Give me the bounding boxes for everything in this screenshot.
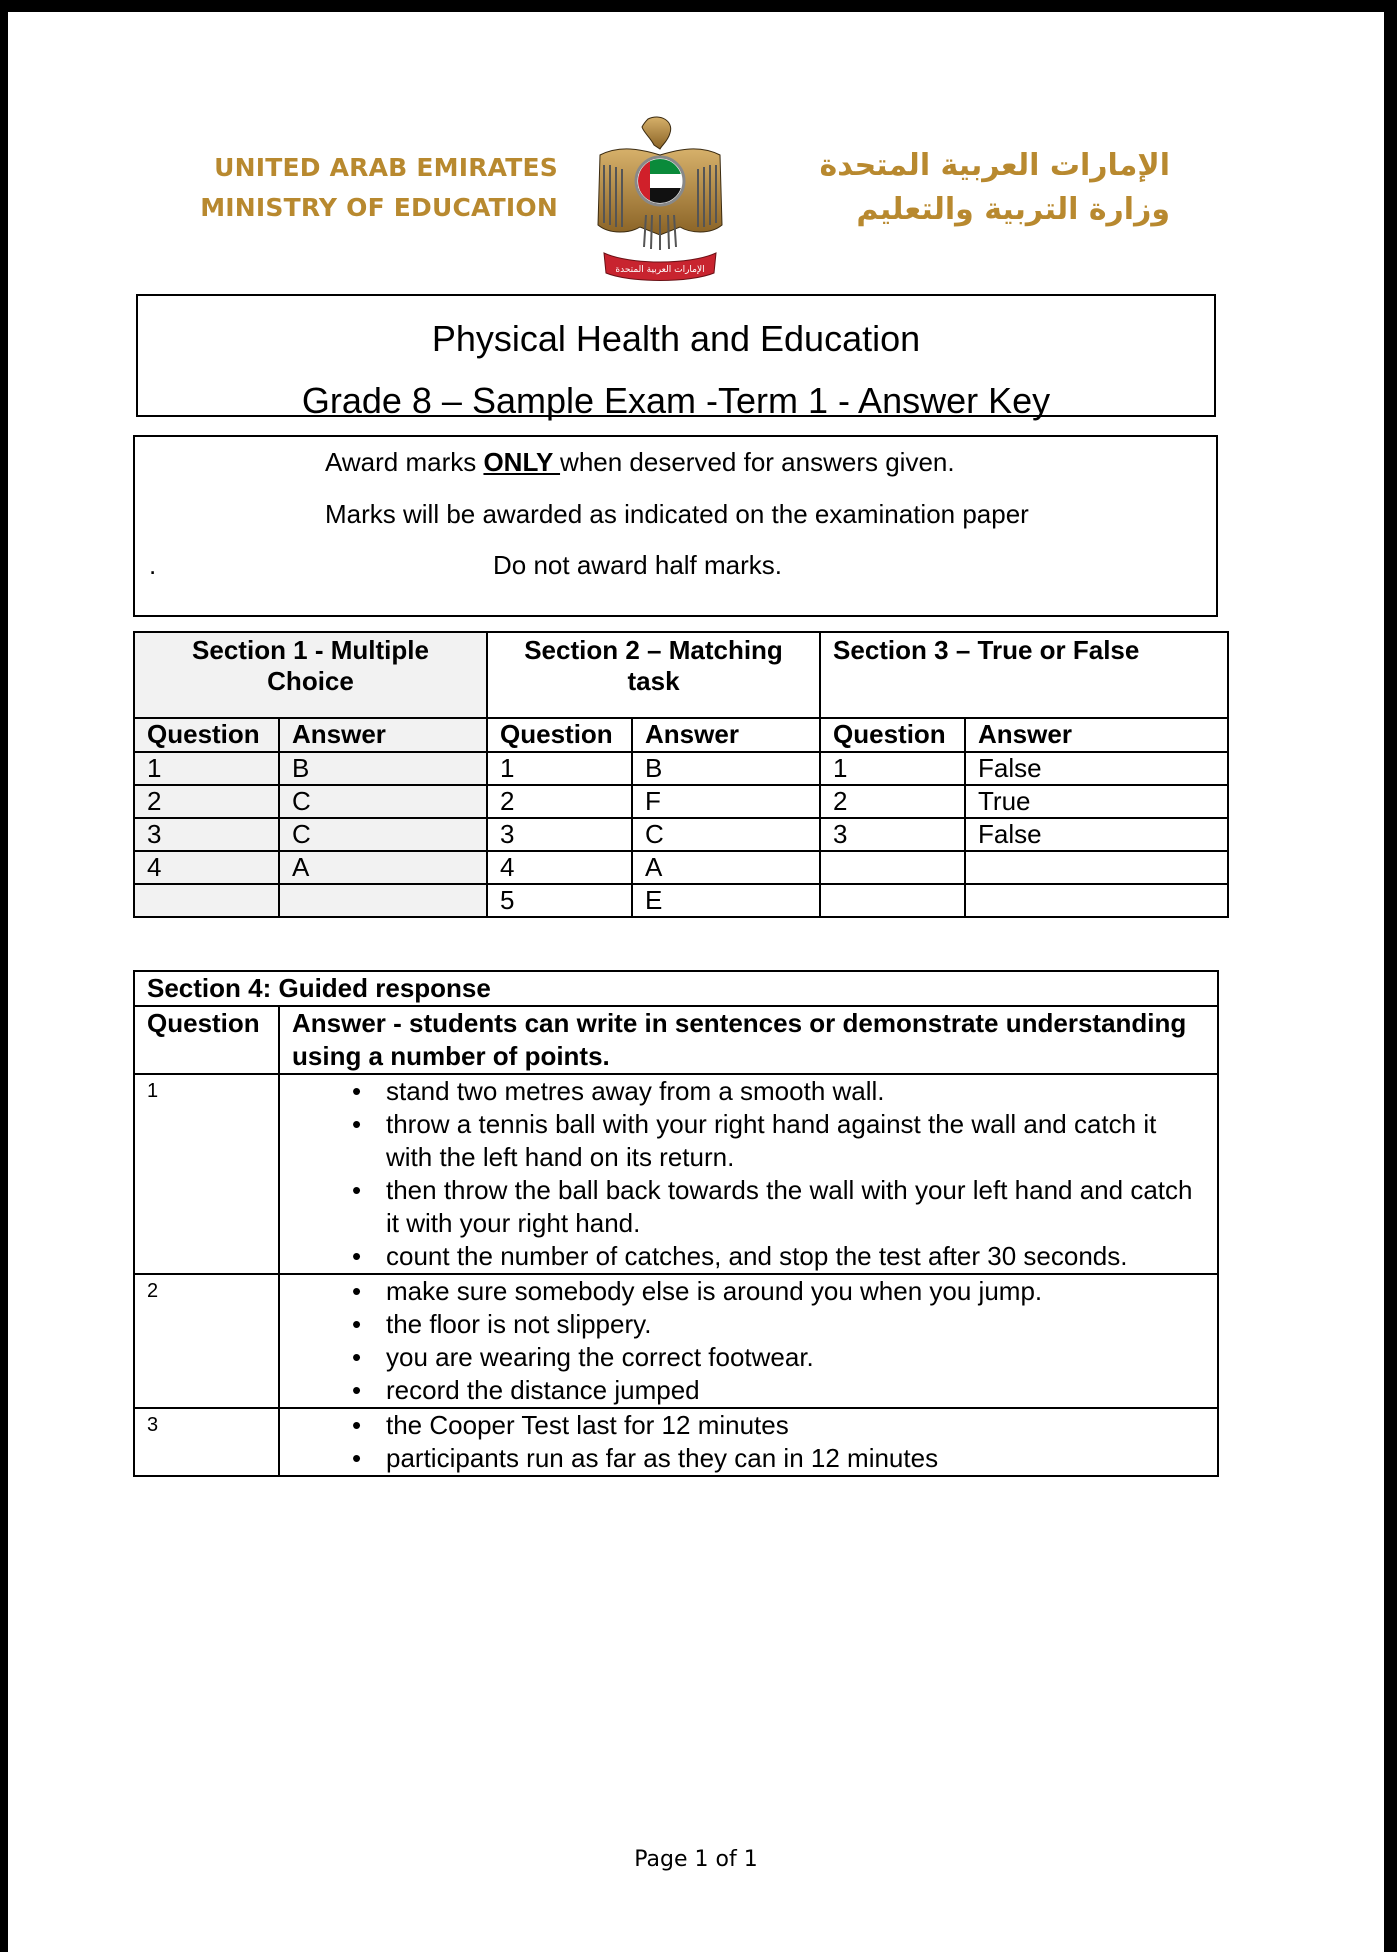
- answer-point-text: make sure somebody else is around you when you jump.: [386, 1276, 1043, 1306]
- table-cell: 1: [134, 752, 279, 785]
- guided-response-row: [134, 1408, 1218, 1476]
- page-number: Page 1 of 1: [634, 1847, 758, 1872]
- section-4-header-row: [134, 1006, 1218, 1074]
- table-cell: 3: [134, 818, 279, 851]
- english-line-1: UNITED ARAB EMIRATES: [214, 153, 558, 182]
- table-row: [134, 851, 1228, 884]
- question-number: 3: [134, 1408, 279, 1476]
- answer-header: Answer - students can write in sentences or demonstrate understanding using a number of points.: [279, 1006, 1218, 1074]
- answer-point-text: the floor is not slippery.: [386, 1309, 652, 1339]
- table-cell: F: [632, 785, 820, 818]
- instruction-line-3: Do not award half marks.: [493, 550, 783, 580]
- document-page: [8, 12, 1384, 1952]
- instruction-dot: .: [149, 550, 157, 580]
- answer-point: [352, 1341, 1205, 1374]
- table-cell: 2: [134, 785, 279, 818]
- section-4-title-row: [134, 971, 1218, 1006]
- table-cell: C: [632, 818, 820, 851]
- title-box: [136, 294, 1216, 421]
- table-cell: True: [965, 785, 1228, 818]
- table-cell: [279, 884, 487, 917]
- bullet-icon: •: [352, 1410, 362, 1440]
- table-cell: C: [279, 818, 487, 851]
- question-header: Question: [134, 1006, 279, 1074]
- answer-point: [352, 1108, 1205, 1174]
- table-row: [134, 752, 1228, 785]
- table-cell: [965, 884, 1228, 917]
- instruction-emphasis: ONLY: [483, 447, 561, 477]
- emblem-ribbon-text: الإمارات العربية المتحدة: [615, 265, 705, 275]
- marking-instructions: [133, 435, 1218, 617]
- column-header: Answer: [279, 718, 487, 752]
- bullet-icon: •: [352, 1175, 362, 1205]
- answer-key-table: [133, 631, 1229, 918]
- table-cell: E: [632, 884, 820, 917]
- ministry-name-english: [158, 148, 558, 228]
- bullet-icon: •: [352, 1241, 362, 1271]
- answer-point: [352, 1374, 1205, 1407]
- bullet-icon: •: [352, 1076, 362, 1106]
- answer-point: [352, 1275, 1205, 1308]
- table-cell: [820, 884, 965, 917]
- guided-response-table: [133, 970, 1219, 1477]
- uae-emblem-icon: [590, 115, 730, 285]
- table-cell: False: [965, 818, 1228, 851]
- table-cell: [965, 851, 1228, 884]
- table-cell: 2: [820, 785, 965, 818]
- table-cell: A: [632, 851, 820, 884]
- table-cell: B: [279, 752, 487, 785]
- section-1-header: Section 1 - Multiple Choice: [134, 632, 487, 718]
- column-header: Answer: [632, 718, 820, 752]
- answer-points: [292, 1075, 1205, 1273]
- table-cell: [134, 884, 279, 917]
- bullet-icon: •: [352, 1342, 362, 1372]
- table-cell: A: [279, 851, 487, 884]
- table-cell: 3: [820, 818, 965, 851]
- bullet-icon: •: [352, 1109, 362, 1139]
- answer-point-text: then throw the ball back towards the wall with your left hand and catch it with your right hand.: [386, 1175, 1193, 1238]
- answer-point: [352, 1308, 1205, 1341]
- instruction-text: Award marks: [325, 447, 484, 477]
- section-header-row: [134, 632, 1228, 718]
- answer-point: [352, 1240, 1205, 1273]
- instruction-text: when deserved for answers given.: [560, 447, 955, 477]
- answer-points: [292, 1409, 1205, 1475]
- bullet-icon: •: [352, 1375, 362, 1405]
- english-line-2: MINISTRY OF EDUCATION: [200, 193, 558, 222]
- table-cell: 5: [487, 884, 632, 917]
- answer-point-text: stand two metres away from a smooth wall.: [386, 1076, 885, 1106]
- column-header: Question: [134, 718, 279, 752]
- answer-point: [352, 1409, 1205, 1442]
- column-header: Question: [487, 718, 632, 752]
- answer-point-text: count the number of catches, and stop the test after 30 seconds.: [386, 1241, 1128, 1271]
- column-header-row: [134, 718, 1228, 752]
- column-header: Answer: [965, 718, 1228, 752]
- guided-response-row: [134, 1274, 1218, 1408]
- question-number: 1: [134, 1074, 279, 1274]
- answer-point-text: participants run as far as they can in 12 minutes: [386, 1443, 939, 1473]
- arabic-line-2: وزارة التربية والتعليم: [856, 192, 1170, 227]
- table-row: [134, 785, 1228, 818]
- section-2-header: Section 2 – Matching task: [487, 632, 820, 718]
- table-cell: B: [632, 752, 820, 785]
- answer-point: [352, 1174, 1205, 1240]
- table-cell: 4: [487, 851, 632, 884]
- instruction-line-2: Marks will be awarded as indicated on the examination paper: [325, 499, 1029, 529]
- answer-points: [292, 1275, 1205, 1407]
- bullet-icon: •: [352, 1276, 362, 1306]
- table-row: [134, 884, 1228, 917]
- instruction-line-1: [325, 447, 955, 478]
- bullet-icon: •: [352, 1309, 362, 1339]
- table-cell: C: [279, 785, 487, 818]
- bullet-icon: •: [352, 1443, 362, 1473]
- answer-point-text: record the distance jumped: [386, 1375, 700, 1405]
- guided-response-row: [134, 1074, 1218, 1274]
- answer-point: [352, 1075, 1205, 1108]
- arabic-line-1: الإمارات العربية المتحدة: [819, 148, 1170, 183]
- section-3-header: Section 3 – True or False: [820, 632, 1228, 718]
- table-cell: False: [965, 752, 1228, 785]
- column-header: Question: [820, 718, 965, 752]
- table-cell: [820, 851, 965, 884]
- section-4-title: Section 4: Guided response: [134, 971, 1218, 1006]
- answer-point-text: the Cooper Test last for 12 minutes: [386, 1410, 789, 1440]
- table-cell: 2: [487, 785, 632, 818]
- answer-point-text: you are wearing the correct footwear.: [386, 1342, 814, 1372]
- table-cell: 4: [134, 851, 279, 884]
- exam-title: Grade 8 – Sample Exam -Term 1 - Answer Key: [301, 380, 1051, 421]
- ministry-name-arabic: [760, 144, 1170, 232]
- table-cell: 3: [487, 818, 632, 851]
- subject-title: Physical Health and Education: [431, 318, 921, 359]
- table-cell: 1: [487, 752, 632, 785]
- table-cell: 1: [820, 752, 965, 785]
- question-number: 2: [134, 1274, 279, 1408]
- answer-point-text: throw a tennis ball with your right hand against the wall and catch it with the left hand on its return.: [386, 1109, 1157, 1172]
- answer-point: [352, 1442, 1205, 1475]
- table-row: [134, 818, 1228, 851]
